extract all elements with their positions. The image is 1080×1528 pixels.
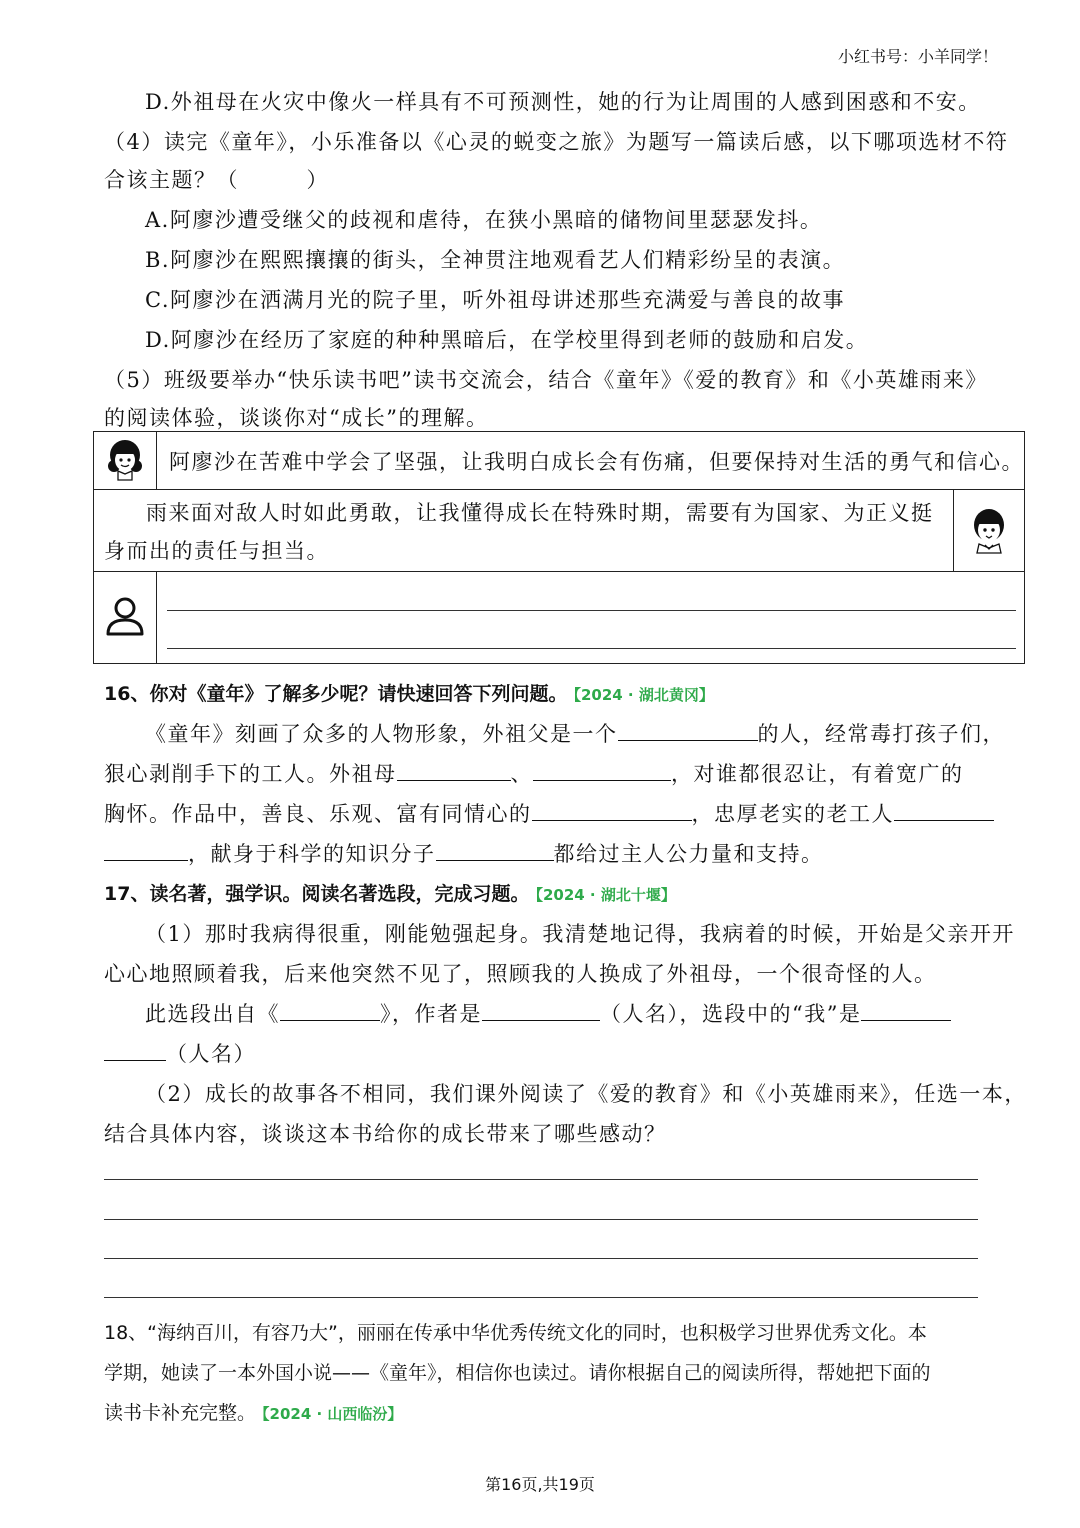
q17-header: [104, 879, 676, 906]
q16-l2a: 狠心剥削手下的工人。外祖母: [104, 762, 397, 786]
q16-line4: [104, 838, 824, 868]
boy-avatar-icon: [966, 504, 1012, 554]
blank-grandfather[interactable]: [618, 722, 758, 741]
q15-sub5-line2: 的阅读体验，谈谈你对“成长”的理解。: [104, 406, 489, 430]
q16-line2: [104, 758, 964, 788]
q17-p1-line1: （1）那时我病得很重，刚能勉强起身。我清楚地记得，我病着的时候，开始是父亲开开: [145, 922, 1015, 946]
q17-fill-a: 此选段出自《: [145, 1002, 280, 1026]
blank-grandmother-2[interactable]: [533, 762, 671, 781]
q16-l4a: ，献身于科学的知识分子: [188, 842, 436, 866]
q17-p1-line2: 心心地照顾着我，后来他突然不见了，照顾我的人换成了外祖母，一个很奇怪的人。: [104, 962, 937, 986]
q16-title: 16、你对《童年》了解多少呢？请快速回答下列问题。: [104, 683, 568, 705]
q17-fill-c: （人名），选段中的“我”是: [600, 1002, 862, 1026]
q18-line2: 学期，她读了一本外国小说——《童年》，相信你也读过。请你根据自己的阅读所得，帮她把下面的: [104, 1362, 931, 1384]
q16-l4b: 都给过主人公力量和支持。: [553, 842, 824, 866]
q15-sub4-option-a: A.阿廖沙遭受继父的歧视和虐待，在狭小黑暗的储物间里瑟瑟发抖。: [145, 208, 823, 232]
row1-text: 阿廖沙在苦难中学会了坚强，让我明白成长会有伤痛，但要保持对生活的勇气和信心。: [157, 432, 1025, 490]
user-avatar-cell: [94, 572, 157, 664]
blank-narrator-cont[interactable]: [104, 1042, 166, 1061]
q15-sub4-line2: 合该主题？（ ）: [104, 168, 329, 192]
q15-sub5-line1: （5）班级要举办“快乐读书吧”读书交流会，结合《童年》《爱的教育》和《小英雄雨来》: [104, 368, 988, 392]
q17-fill-line: [145, 998, 951, 1028]
watermark: 小红书号：小羊同学！: [838, 47, 999, 66]
blank-old-worker-cont[interactable]: [104, 842, 188, 861]
blank-narrator[interactable]: [861, 1002, 951, 1021]
q16-l1b: 的人，经常毒打孩子们，: [757, 722, 1005, 746]
q17-p2-line1: （2）成长的故事各不相同，我们课外阅读了《爱的教育》和《小英雄雨来》，任选一本，: [145, 1082, 1027, 1106]
q15-sub4-option-d: D.阿廖沙在经历了家庭的种种黑暗后，在学校里得到老师的鼓励和启发。: [145, 328, 869, 352]
q17-tag: 【2024 · 湖北十堰】: [535, 886, 676, 904]
q17-answer-line-3[interactable]: [104, 1258, 978, 1259]
row2-line1: 雨来面对敌人时如此勇敢，让我懂得成长在特殊时期，需要有为国家、为正义挺: [146, 500, 934, 525]
q17-p2-line2: 结合具体内容，谈谈这本书给你的成长带来了哪些感动？: [104, 1122, 667, 1146]
user-outline-icon: [104, 595, 146, 637]
q16-tag: 【2024 · 湖北黄冈】: [573, 686, 714, 704]
q18-line3: 读书卡补充完整。: [104, 1402, 257, 1424]
girl-avatar-cell: [94, 432, 157, 490]
q16-line1: [145, 718, 1005, 748]
page-footer: 第16页,共19页: [485, 1475, 595, 1494]
blank-old-worker[interactable]: [894, 802, 994, 821]
q17-fill-b: 》，作者是: [380, 1002, 482, 1026]
answer-line-1: [167, 610, 1016, 611]
row2-text-cell: [94, 490, 954, 572]
user-answer-cell[interactable]: [157, 572, 1025, 664]
q17-title: 17、读名著，强学识。阅读名著选段，完成习题。: [104, 883, 530, 905]
q16-header: [104, 679, 714, 706]
q15-sub4-line1: （4）读完《童年》，小乐准备以《心灵的蜕变之旅》为题写一篇读后感，以下哪项选材不符: [104, 130, 1009, 154]
blank-author[interactable]: [482, 1002, 600, 1021]
q17-answer-line-2[interactable]: [104, 1219, 978, 1220]
row2-line2: 身而出的责任与担当。: [104, 538, 329, 563]
q17-fill-d: （人名）: [166, 1042, 256, 1066]
q16-l3b: ，忠厚老实的老工人: [691, 802, 894, 826]
q17-answer-line-1[interactable]: [104, 1179, 978, 1180]
blank-intellectual[interactable]: [436, 842, 554, 861]
boy-avatar-cell: [954, 490, 1025, 572]
q18-line3-row: [104, 1398, 402, 1425]
q16-l1a: 《童年》刻画了众多的人物形象，外祖父是一个: [145, 722, 618, 746]
q16-l3a: 胸怀。作品中，善良、乐观、富有同情心的: [104, 802, 532, 826]
q16-line3: [104, 798, 994, 828]
discussion-table: [93, 431, 1025, 664]
girl-avatar-icon: [102, 436, 148, 482]
q16-l2c: ，对谁都很忍让，有着宽广的: [671, 762, 964, 786]
q15-sub4-option-b: B.阿廖沙在熙熙攘攘的街头，全神贯注地观看艺人们精彩纷呈的表演。: [145, 248, 846, 272]
q17-answer-line-4[interactable]: [104, 1297, 978, 1298]
q18-line1: 18、“海纳百川，有容乃大”，丽丽在传承中华优秀传统文化的同时，也积极学习世界优秀文化。本: [104, 1322, 927, 1344]
answer-line-2: [167, 648, 1016, 649]
blank-grandmother-1[interactable]: [397, 762, 511, 781]
q16-l2b: 、: [510, 762, 533, 786]
q15-option-d: D.外祖母在火灾中像火一样具有不可预测性，她的行为让周围的人感到困惑和不安。: [145, 90, 981, 114]
q15-sub4-option-c: C.阿廖沙在洒满月光的院子里，听外祖母讲述那些充满爱与善良的故事: [145, 288, 845, 312]
q17-fill-line2: [104, 1038, 256, 1068]
q18-tag: 【2024 · 山西临汾】: [262, 1405, 403, 1423]
blank-book-title[interactable]: [280, 1002, 380, 1021]
blank-kind-character[interactable]: [532, 802, 692, 821]
